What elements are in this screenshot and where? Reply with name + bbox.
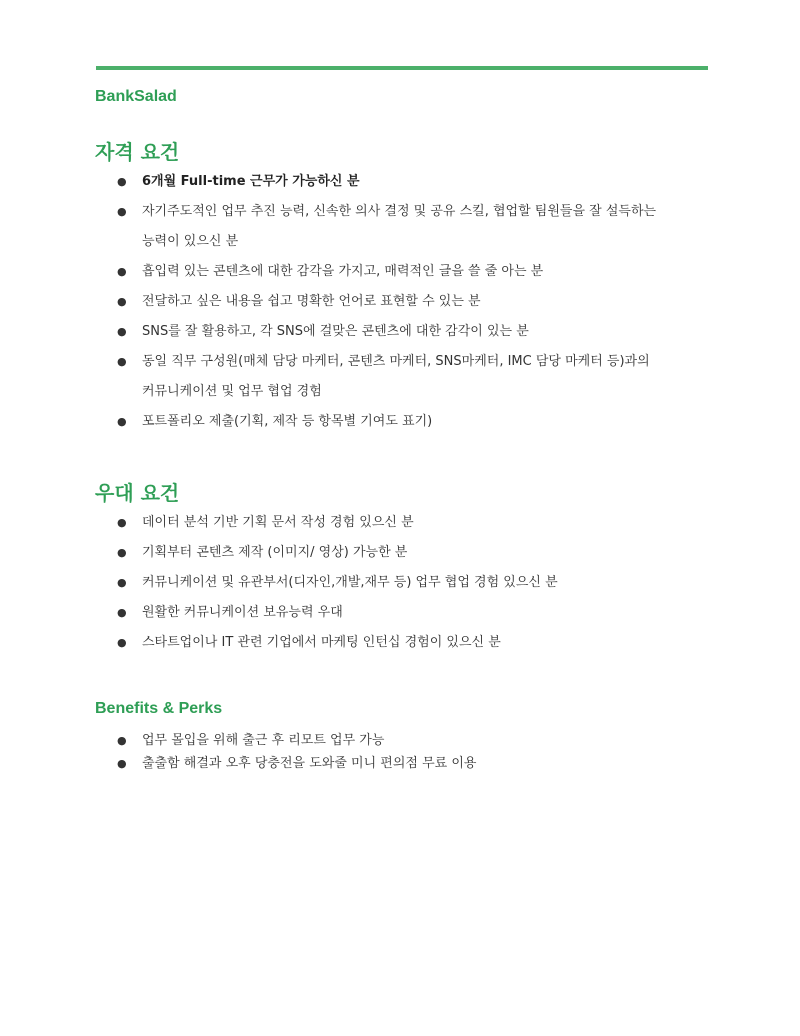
list-item: ● 원활한 커뮤니케이션 보유능력 우대 [0,598,700,628]
list-item: ● 출출함 해결과 오후 당충전을 도와줄 미니 편의점 무료 이용 [0,752,700,775]
bullet-icon: ● [117,636,127,649]
bullet-icon: ● [117,175,127,188]
benefits-list [0,729,700,775]
bullet-icon: ● [117,516,127,529]
list-item: ● 데이터 분석 기반 기획 문서 작성 경험 있으신 분 [0,508,700,538]
list-item: ● 포트폴리오 제출(기획, 제작 등 항목별 기여도 표기) [0,407,700,437]
qualifications-list [0,167,700,437]
list-item: ● 동일 직무 구성원(매체 담당 마케터, 콘텐츠 마케터, SNS마케터, IMC 담당 마케터 등)과의 커뮤니케이션 및 업무 협업 경험 [0,347,700,407]
list-item: ● 스타트업이나 IT 관련 기업에서 마케팅 인턴십 경험이 있으신 분 [0,628,700,658]
list-item: ● 기획부터 콘텐츠 제작 (이미지/ 영상) 가능한 분 [0,538,700,568]
list-item: ● 커뮤니케이션 및 유관부서(디자인,개발,재무 등) 업무 협업 경험 있으신 분 [0,568,700,598]
top-divider [96,66,708,70]
bullet-icon: ● [117,546,127,559]
bullet-icon: ● [117,576,127,589]
bullet-icon: ● [117,205,127,218]
qualifications-heading: 자격 요건 [95,140,180,164]
list-item: ● 전달하고 싶은 내용을 쉽고 명확한 언어로 표현할 수 있는 분 [0,287,700,317]
preferred-list [0,508,700,658]
brand-heading: BankSalad [95,88,177,105]
bullet-icon: ● [117,415,127,428]
bullet-icon: ● [117,265,127,278]
list-item: ● 흡입력 있는 콘텐츠에 대한 감각을 가지고, 매력적인 글을 쓸 줄 아는 분 [0,257,700,287]
list-item: ● 6개월 Full-time 근무가 가능하신 분 [0,167,700,197]
bullet-icon: ● [117,295,127,308]
list-item: ● 자기주도적인 업무 추진 능력, 신속한 의사 결정 및 공유 스킬, 협업할 팀원들을 잘 설득하는 능력이 있으신 분 [0,197,700,257]
bullet-icon: ● [117,355,127,368]
list-item: ● 업무 몰입을 위해 출근 후 리모트 업무 가능 [0,729,700,752]
bullet-icon: ● [117,734,127,747]
bullet-icon: ● [117,757,127,770]
benefits-heading: Benefits & Perks [95,700,223,717]
bullet-icon: ● [117,325,127,338]
list-item: ● SNS를 잘 활용하고, 각 SNS에 걸맞은 콘텐츠에 대한 감각이 있는 분 [0,317,700,347]
bullet-icon: ● [117,606,127,619]
preferred-heading: 우대 요건 [95,481,180,505]
